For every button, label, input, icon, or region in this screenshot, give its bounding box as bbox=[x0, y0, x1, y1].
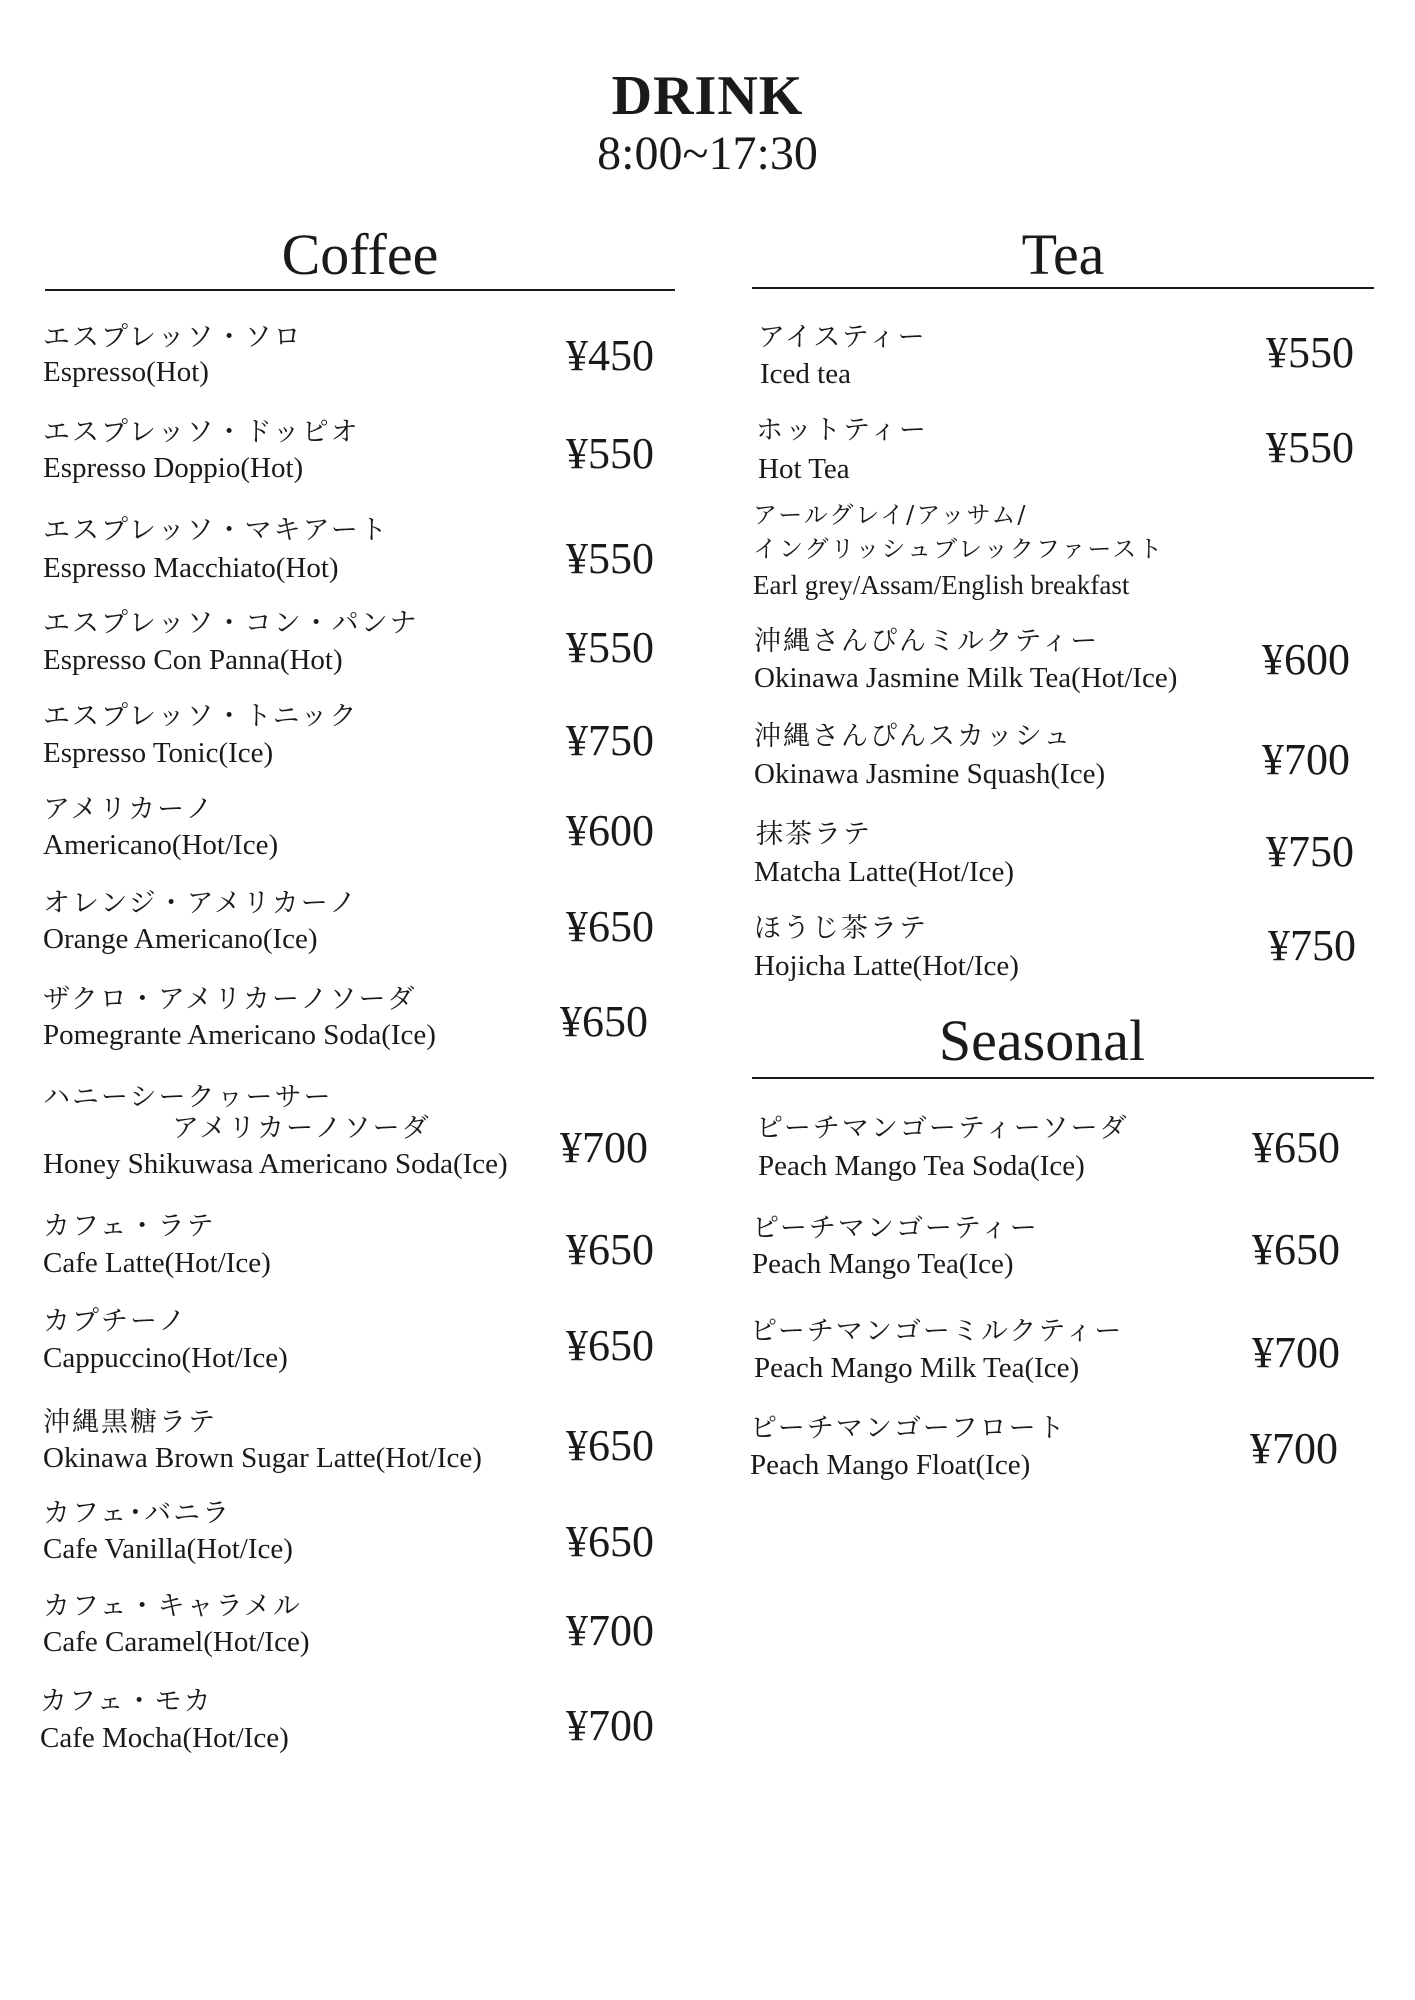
menu-item-jp: ハニーシークヮーサー bbox=[43, 1082, 333, 1113]
menu-item-en: Okinawa Jasmine Milk Tea(Hot/Ice) bbox=[754, 662, 1178, 694]
menu-item-jp: カプチーノ bbox=[43, 1306, 188, 1337]
menu-item-price: ¥600 bbox=[566, 806, 654, 855]
menu-item-en: Cafe Latte(Hot/Ice) bbox=[43, 1247, 271, 1279]
menu-item-en: Hot Tea bbox=[758, 453, 850, 485]
menu-item-en: Espresso Con Panna(Hot) bbox=[43, 644, 343, 676]
menu-item-price: ¥700 bbox=[1262, 735, 1350, 784]
tea-divider bbox=[752, 287, 1374, 289]
menu-item-en: Orange Americano(Ice) bbox=[43, 923, 318, 955]
menu-item-price: ¥750 bbox=[566, 716, 654, 765]
menu-item-jp: 抹茶ラテ bbox=[756, 819, 872, 850]
menu-item-en: Peach Mango Tea(Ice) bbox=[752, 1248, 1014, 1280]
menu-item-jp: 沖縄さんぴんミルクティー bbox=[754, 626, 1100, 657]
menu-item-en: Pomegrante Americano Soda(Ice) bbox=[43, 1019, 436, 1051]
menu-item-jp: アイスティー bbox=[758, 322, 927, 353]
menu-item-en: Cafe Vanilla(Hot/Ice) bbox=[43, 1533, 293, 1565]
menu-item-price: ¥650 bbox=[566, 1517, 654, 1566]
menu-item-price: ¥650 bbox=[1252, 1123, 1340, 1172]
menu-item-en: Cafe Mocha(Hot/Ice) bbox=[40, 1722, 289, 1754]
menu-item-price: ¥650 bbox=[566, 1421, 654, 1470]
menu-item-jp: ピーチマンゴーティーソーダ bbox=[756, 1113, 1129, 1144]
menu-item-price: ¥450 bbox=[566, 331, 654, 380]
menu-item-en: Espresso(Hot) bbox=[43, 356, 209, 388]
coffee-section-title: Coffee bbox=[281, 222, 439, 287]
menu-item-price: ¥650 bbox=[1252, 1225, 1340, 1274]
menu-item-en: Espresso Macchiato(Hot) bbox=[43, 552, 339, 584]
menu-item-price: ¥650 bbox=[560, 997, 648, 1046]
menu-item-price: ¥550 bbox=[566, 534, 654, 583]
menu-item-price: ¥700 bbox=[560, 1123, 648, 1172]
menu-item-price: ¥550 bbox=[1266, 423, 1354, 472]
menu-item-jp: カフェ・ラテ bbox=[43, 1211, 216, 1242]
menu-item-price: ¥650 bbox=[566, 1225, 654, 1274]
menu-item-price: ¥700 bbox=[1252, 1328, 1340, 1377]
menu-item-jp: オレンジ・アメリカーノ bbox=[43, 888, 359, 919]
menu-item-en: Iced tea bbox=[760, 358, 851, 390]
menu-item-price: ¥700 bbox=[566, 1701, 654, 1750]
menu-item-price: ¥550 bbox=[566, 429, 654, 478]
menu-item-en: Espresso Tonic(Ice) bbox=[43, 737, 274, 769]
menu-item-jp: ほうじ茶ラテ bbox=[754, 913, 928, 944]
menu-item-jp: エスプレッソ・コン・パンナ bbox=[43, 608, 419, 639]
menu-item-en: Espresso Doppio(Hot) bbox=[43, 452, 304, 484]
menu-item-jp-continued: アメリカーノソーダ bbox=[172, 1113, 431, 1144]
menu-item-price: ¥550 bbox=[566, 623, 654, 672]
menu-item-en: Cafe Caramel(Hot/Ice) bbox=[43, 1626, 310, 1658]
menu-item-en: Peach Mango Float(Ice) bbox=[750, 1449, 1031, 1481]
tea-section-title: Tea bbox=[1021, 222, 1105, 287]
menu-item-jp: 沖縄黒糖ラテ bbox=[43, 1407, 217, 1438]
menu-item-price: ¥550 bbox=[1266, 328, 1354, 377]
seasonal-section-title: Seasonal bbox=[938, 1008, 1146, 1073]
menu-item-en: Okinawa Jasmine Squash(Ice) bbox=[754, 758, 1106, 790]
menu-item-jp: アメリカーノ bbox=[43, 794, 215, 825]
menu-item-en: Matcha Latte(Hot/Ice) bbox=[754, 856, 1015, 888]
menu-item-en: Peach Mango Milk Tea(Ice) bbox=[754, 1352, 1080, 1384]
menu-item-price: ¥700 bbox=[1250, 1424, 1338, 1473]
menu-item-jp: エスプレッソ・マキアート bbox=[43, 515, 389, 546]
tea-variety-jp-line1: アールグレイ/アッサム/ bbox=[753, 501, 1028, 529]
menu-item-en: Hojicha Latte(Hot/Ice) bbox=[754, 950, 1019, 982]
menu-item-jp: ピーチマンゴーミルクティー bbox=[750, 1316, 1124, 1347]
menu-item-en: Honey Shikuwasa Americano Soda(Ice) bbox=[43, 1148, 508, 1180]
menu-item-price: ¥600 bbox=[1262, 635, 1350, 684]
menu-item-price: ¥750 bbox=[1268, 921, 1356, 970]
menu-item-en: Americano(Hot/Ice) bbox=[43, 829, 279, 861]
tea-variety-jp-line2: イングリッシュブレックファースト bbox=[753, 535, 1165, 563]
menu-item-en: Peach Mango Tea Soda(Ice) bbox=[758, 1150, 1085, 1182]
menu-item-price: ¥750 bbox=[1266, 827, 1354, 876]
menu-item-jp: ホットティー bbox=[756, 415, 928, 446]
menu-item-price: ¥650 bbox=[566, 1321, 654, 1370]
menu-item-jp: 沖縄さんぴんスカッシュ bbox=[754, 721, 1073, 752]
menu-item-jp: カフェ・モカ bbox=[40, 1686, 213, 1717]
menu-item-price: ¥700 bbox=[566, 1606, 654, 1655]
coffee-divider bbox=[45, 289, 675, 291]
tea-variety-en: Earl grey/Assam/English breakfast bbox=[753, 570, 1130, 600]
seasonal-divider bbox=[752, 1077, 1374, 1079]
menu-title: DRINK bbox=[611, 65, 804, 127]
menu-item-jp: ピーチマンゴーフロート bbox=[750, 1413, 1067, 1444]
menu-item-jp: カフェ・キャラメル bbox=[43, 1591, 302, 1622]
menu-item-price: ¥650 bbox=[566, 902, 654, 951]
menu-item-jp: エスプレッソ・トニック bbox=[43, 701, 359, 732]
menu-item-en: Cappuccino(Hot/Ice) bbox=[43, 1342, 288, 1374]
menu-item-jp: ザクロ・アメリカーノソーダ bbox=[43, 984, 417, 1015]
menu-item-jp: エスプレッソ・ドッピオ bbox=[43, 417, 360, 448]
menu-item-en: Okinawa Brown Sugar Latte(Hot/Ice) bbox=[43, 1442, 482, 1474]
menu-item-jp: ピーチマンゴーティー bbox=[752, 1213, 1039, 1244]
opening-hours: 8:00~17:30 bbox=[597, 127, 818, 180]
menu-item-jp: エスプレッソ・ソロ bbox=[43, 322, 303, 353]
menu-item-jp: カフェ･バニラ bbox=[43, 1498, 232, 1529]
